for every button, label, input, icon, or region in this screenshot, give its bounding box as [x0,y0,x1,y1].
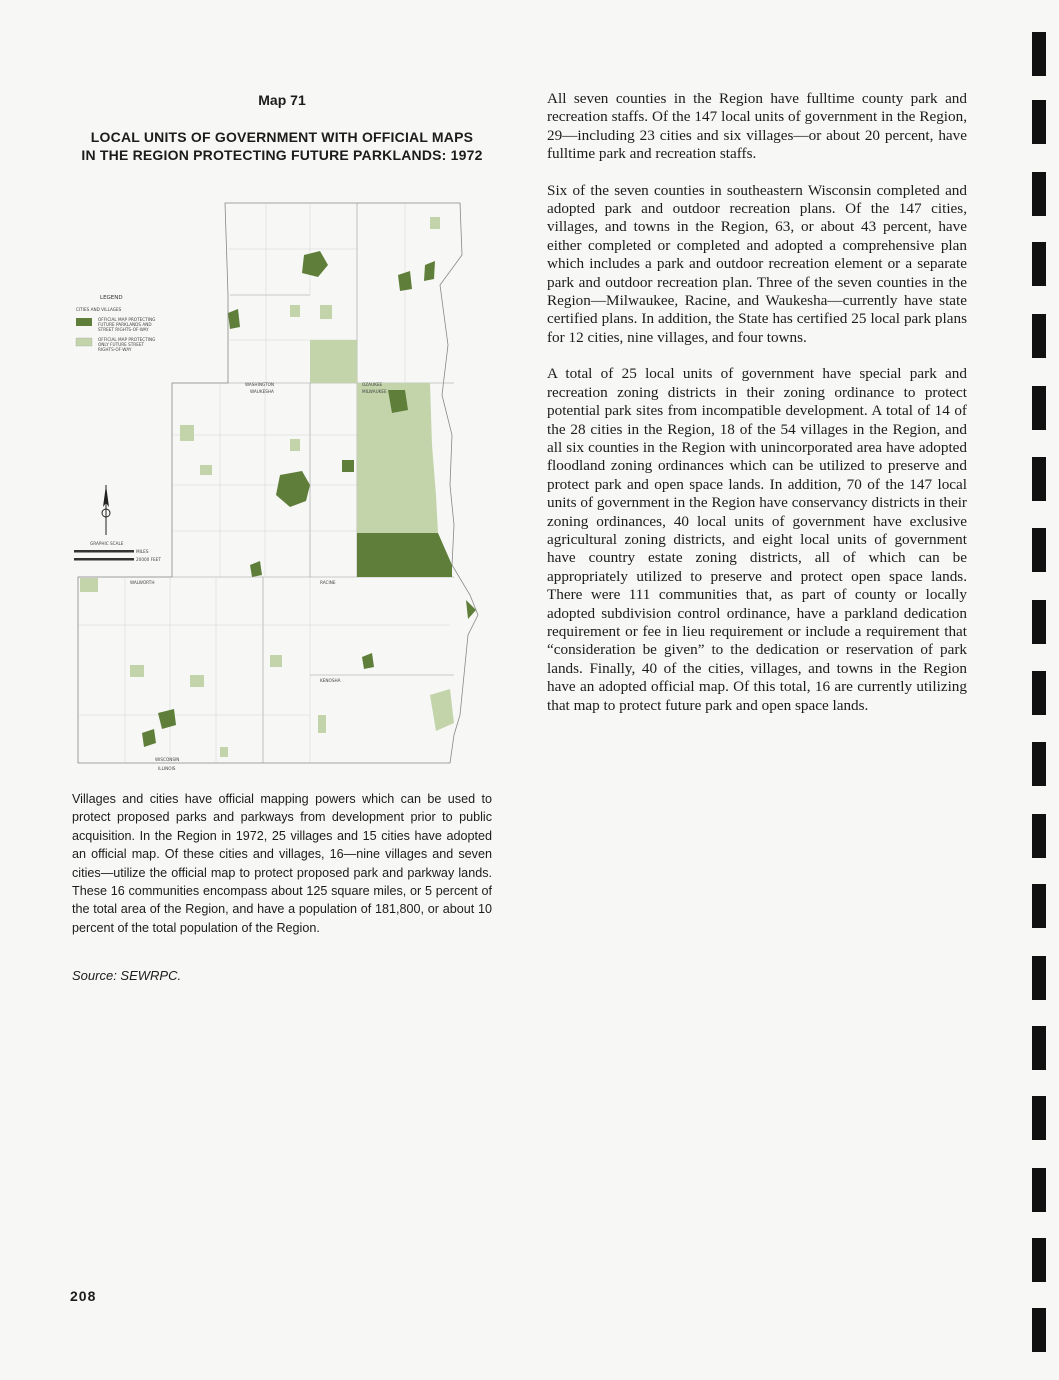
label-waukesha: WAUKESHA [250,389,274,394]
label-wisconsin: WISCONSIN [155,757,180,762]
binder-mark [1032,1096,1046,1140]
binder-mark [1032,1308,1046,1352]
legend-swatch-light [76,338,92,346]
lake-geneva-light-area [190,675,204,687]
germantown-light-area [320,305,332,319]
binder-mark [1032,956,1046,1000]
label-milwaukee: MILWAUKEE [362,389,387,394]
genoa-city-light-area [220,747,228,757]
twin-lakes-dark-area [142,729,156,747]
binder-mark [1032,314,1046,358]
binder-mark [1032,386,1046,430]
binder-mark [1032,32,1046,76]
scale-miles: MILES [136,549,149,554]
cedarburg-dark-area [398,271,412,291]
ozaukee-light-area [310,340,357,383]
legend-item-2-line-3: RIGHTS-OF-WAY [98,347,132,352]
binder-mark [1032,172,1046,216]
label-ozaukee: OZAUKEE [362,382,383,387]
legend-title: LEGEND [100,295,123,301]
north-arrow-icon [102,485,110,535]
binder-mark [1032,1168,1046,1212]
legend-item-2-line-2: ONLY FUTURE STREET [98,342,145,347]
map-title-line-2: IN THE REGION PROTECTING FUTURE PARKLANDS: 1972 [81,147,483,163]
legend-subtitle: CITIES AND VILLAGES [76,307,122,312]
map-legend [76,295,155,352]
grafton-dark-area [424,261,435,281]
binder-mark [1032,814,1046,858]
map-title-line-1: LOCAL UNITS OF GOVERNMENT WITH OFFICIAL MAPS [90,129,474,145]
hartland-dark-area [228,309,240,329]
legend-item-1-line-2: FUTURE PARKLANDS AND [98,322,152,327]
label-illinois: ILLINOIS [158,766,176,771]
waukesha-city-dark-area [276,471,310,507]
scale-title: GRAPHIC SCALE [90,541,124,546]
union-grove-dark-area [362,653,374,669]
label-kenosha: KENOSHA [320,678,341,683]
binder-mark [1032,671,1046,715]
racine-dark-area [466,600,476,619]
binder-mark [1032,1238,1046,1282]
binder-mark [1032,884,1046,928]
mukwonago-dark-area [250,561,262,577]
paragraph-3: A total of 25 local units of government have special park and recreation zoning districts in their zoning ordinance to protect potential park sites from incompatible development. A total of 14 of the 28 cities in the Region, 18 of the 54 villages in the Region, and all six counties in the Region with unincorporated area have adopted floodland zoning ordinances which can be utilized to preserve and protect park and open space lands. In addition, 70 of the 147 local units of government in the Region have conservancy districts in their zoning ordinances, 40 local units of government have exclusive agricultural zoning districts, and eight local units of government have country estate zoning districts, all of which can be appropriately utilized to preserve and protect open space lands. There were 111 communities that, as part of county or locally adopted subdivision control ordinance, have a parkland dedication requirement or fee in lieu requirement or include a requirement that “consideration be given” to the dedication or reservation of park lands. Finally, 40 of the cities, villages, and towns in the Region have an adopted official map. Of this total, 16 are currently utilizing that map to protect future park and open space lands. [547,365,967,714]
legend-item-2-line-1: OFFICIAL MAP PROTECTING [98,337,156,342]
burlington-dark-area [158,709,176,729]
legend-item-1-line-1: OFFICIAL MAP PROTECTING [98,317,156,322]
caption-text: Villages and cities have official mapping powers which can be used to protect proposed parks and parkways from development prior to public acquisition. In the Region in 1972, 25 villages and 15 cities have adopted an official map. Of these cities and villages, 16—nine villages and seven cities—utilize the official map to protect proposed park and parkway lands. These 16 communities encompass about 125 square miles, or 5 percent of the total area of the Region, and have a population of 181,800, or about 10 percent of the total population of the Region. [72,792,492,935]
binder-mark [1032,528,1046,572]
map-title [60,128,504,164]
label-washington: WASHINGTON [245,382,275,387]
milwaukee-dark-area [357,533,452,577]
graphic-scale [74,541,161,562]
binder-mark [1032,457,1046,501]
oconomowoc-light-area [180,425,194,441]
binder-mark [1032,742,1046,786]
map-number: Map 71 [258,92,306,108]
binder-mark [1032,1026,1046,1070]
new-berlin-dark-area [342,460,354,472]
burlington-racine-light-area [270,655,282,667]
legend-swatch-dark [76,318,92,326]
page-number: 208 [70,1288,97,1304]
binder-mark [1032,100,1046,144]
paragraph-1: All seven counties in the Region have fulltime county park and recreation staffs. Of the 147 local units of government in the Region, 29—including 23 cities and six villages—or about 20 percent, have fulltime park and recreation staffs. [547,90,967,163]
walworth-light-area [80,578,98,592]
binder-mark [1032,600,1046,644]
region-map [70,195,490,775]
label-walworth: WALWORTH [130,580,155,585]
scale-feet: 20000 FEET [136,557,161,562]
west-bend-dark-area [302,251,328,277]
kenosha-light-area [430,689,454,731]
port-washington-light-area [430,217,440,229]
paragraph-2: Six of the seven counties in southeastern Wisconsin completed and adopted park and outdoor recreation plans. Of the 147 cities, villages, and towns in the Region, 63, or about 43 percent, have either completed or completed and adopted a comprehensive plan which includes a park and outdoor recreation element or a separate park and outdoor recreation plan. Three of the seven counties in the Region—Milwaukee, Racine, and Waukesha—currently have state certified plans. In addition, the State has certified 25 local park plans for 12 cities, nine villages, and four towns. [547,181,967,346]
map-caption [72,790,492,937]
paddock-lake-light-area [318,715,326,733]
legend-item-1-line-3: STREET RIGHTS-OF-WAY [98,327,149,332]
body-text [547,90,967,733]
label-racine: RACINE [320,580,336,585]
menomonee-falls-light-area [290,439,300,451]
delavan-light-area [130,665,144,677]
jackson-light-area [290,305,300,317]
source-note: Source: SEWRPC. [72,968,182,983]
delafield-light-area [200,465,212,475]
binder-mark [1032,242,1046,286]
